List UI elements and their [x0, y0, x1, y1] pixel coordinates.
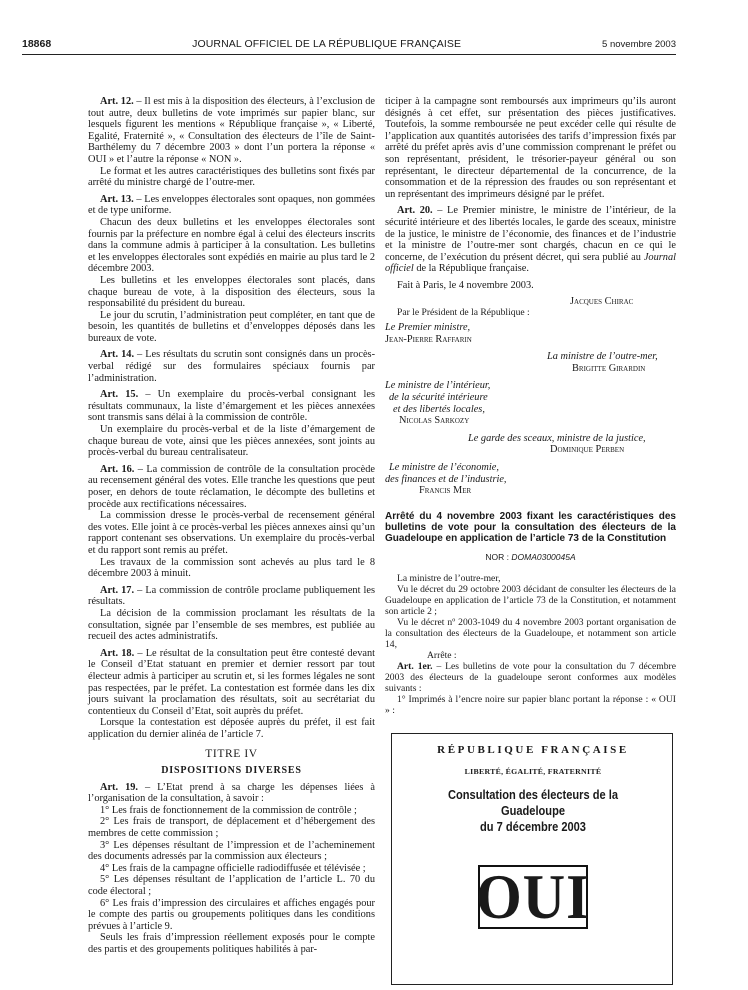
ballot-title: Consultation des électeurs de la Guadeloupe du 7 décembre 2003 — [448, 788, 618, 834]
article-15: Art. 15. – Un exemplaire du procès-verbal consignant les résultats communaux, la liste d’émargement et les pièces annexées sont transmis sans délai à la commission de contrôle. — [88, 389, 376, 424]
article-16-paragraph: La commission dresse le procès-verbal de recensement général des votes. Elle joint à ce procès-verbal les pièces annexes ainsi qu’un rapport contenant ses observations. Un exemplaire du procès-verbal et du rapport sont remis au préfet. — [88, 510, 375, 556]
article-14: Art. 14. – Les résultats du scrutin sont consignés dans un procès-verbal rédigé sur des formulaires spéciaux fournis par l’administration. — [88, 349, 376, 384]
signature-om-name: Brigitte Girardin — [572, 362, 646, 374]
decree-title: Arrêté du 4 novembre 2003 fixant les caractéristiques des bulletins de vote pour la consultation des électeurs de la Guadeloupe en application de l’article 73 de la Constitution — [385, 510, 676, 545]
ballot-motto: LIBERTÉ, ÉGALITÉ, FRATERNITÉ — [464, 767, 602, 776]
article-18-paragraph: Lorsque la contestation est déposée auprès du préfet, il est fait application du dernier alinéa de l’article 7. — [88, 717, 375, 740]
list-item: 3° Les dépenses résultant de l’impression et de l’acheminement des documents adressés par la commission aux électeurs ; — [88, 839, 375, 863]
signature-pm-title: Le Premier ministre, — [385, 322, 471, 334]
signature-int-title: et des libertés locales, — [393, 403, 485, 415]
header-date: 5 novembre 2003 — [602, 39, 676, 50]
article-17: Art. 17. – La commission de contrôle proclame publiquement les résultats. — [88, 584, 376, 608]
continued-paragraph: ticiper à la campagne sont remboursés aux imprimeurs qu’ils auront désignés à cet effet, sur présentation des pièces justificatives. Toutefois, la somme remboursée ne peut excéder celle qui résulte de l’application aux quantités autorisées des tarifs d’impression fixés par arrêté du préfet après avis d’une commission comprenant le préfet ou son représentant, président, le trésorier-payeur général ou son représentant, le directeur départemental de la concurrence, de la consommation et de la répression des fraudes ou son représentant et un représentant des imprimeurs désigné par le préfet. — [385, 96, 676, 200]
ballot-model — [401, 740, 665, 932]
article-1-paragraph: 1° Imprimés à l’encre noire sur papier blanc portant la réponse : « OUI » : — [385, 694, 676, 717]
signature-just-title: Le garde des sceaux, ministre de la justice, — [468, 432, 646, 444]
nor-reference: NOR : DOMA0300045A — [485, 552, 576, 563]
page-header — [22, 38, 676, 50]
journal-title: JOURNAL OFFICIEL DE LA RÉPUBLIQUE FRANÇAISE — [192, 38, 462, 50]
article-18: Art. 18. – Le résultat de la consultation peut être contesté devant le Conseil d’Etat statuant en premier et dernier ressort par tout électeur admis à participer au scrutin et, si les formes légales ne sont pas respectées, par le préfet. La contestation est formée dans les dix jours suivant la proclamation des résultats, soit au secrétariat du contentieux du Conseil d’Etat, soit auprès du préfet. — [88, 647, 376, 717]
signature-eco-name: Francis Mer — [419, 485, 472, 497]
list-item: 6° Les frais d’impression des circulaires et affiches engagés pour le compte des partis ou groupements politiques dans les conditions prévues à l’article 9. — [88, 897, 375, 932]
article-19: Art. 19. – L’Etat prend à sa charge les dépenses liées à l’organisation de la consultation, à savoir : — [88, 781, 376, 805]
signature-int-title: Le ministre de l’intérieur, — [385, 380, 491, 392]
article-20: Art. 20. – Le Premier ministre, le ministre de l’intérieur, de la sécurité intérieure et des libertés locales, le garde des sceaux, ministre de la justice, le ministre de l’économie, des finances et de l’industrie et la ministre de l’outre-mer sont chargés, chacun en ce qui le concerne, de l’exécution du présent décret, qui sera publié au Journal officiel de la République française. — [385, 205, 676, 275]
signature-int-name: Nicolas Sarkozy — [399, 415, 470, 427]
article-16-paragraph: Les travaux de la commission sont achevés au plus tard le 8 décembre 2003 à minuit. — [88, 556, 375, 580]
article-19-paragraph: Seuls les frais d’impression réellement exposés pour le compte des partis et des groupements politiques habilités à par- — [88, 932, 375, 955]
article-15-paragraph: Un exemplaire du procès-verbal et de la liste d’émargement de chaque bureau de vote, ainsi que les pièces annexées, sont joints au procès-verbal du bureau centralisateur. — [88, 424, 375, 459]
article-1: Art. 1er. – Les bulletins de vote pour la consultation du 7 décembre 2003 des électeurs de la guadeloupe seront conformes aux modèles suivants : — [385, 661, 676, 695]
decree-paragraph: La ministre de l’outre-mer, — [397, 573, 501, 585]
ballot-answer-box — [476, 861, 590, 932]
section-title: TITRE IV — [205, 748, 258, 761]
page-number: 18868 — [22, 38, 52, 50]
signature-eco-title: Le ministre de l’économie, — [389, 462, 499, 474]
arrete-word: Arrête : — [427, 650, 457, 662]
list-item: 2° Les frais de transport, de déplacement et d’hébergement des membres de cette commission ; — [88, 816, 375, 840]
left-column — [88, 96, 375, 956]
signatures — [385, 296, 676, 497]
fait-a-paris: Fait à Paris, le 4 novembre 2003. — [397, 279, 534, 291]
right-column — [385, 96, 676, 716]
list-item: 5° Les dépenses résultant de l’application de l’article L. 70 du code électoral ; — [88, 874, 375, 897]
journal-officiel-ref: Journal officiel — [385, 251, 676, 275]
decree-paragraph: Vu le décret nº 2003-1049 du 4 novembre 2003 portant organisation de la consultation des électeurs de la Guadeloupe, et notamment son article 14, — [385, 617, 676, 651]
article-13-paragraph: Le jour du scrutin, l’administration peut compléter, en tant que de besoin, les quantités de bulletins et d’enveloppes déposés dans les bureaux de vote. — [88, 309, 375, 344]
signature-just-name: Dominique Perben — [550, 444, 625, 456]
signature-pm-name: Jean-Pierre Raffarin — [385, 333, 472, 345]
signature-eco-title: des finances et de l’industrie, — [385, 473, 507, 485]
signature-om-title: La ministre de l’outre-mer, — [547, 351, 658, 363]
article-13: Art. 13. – Les enveloppes électorales sont opaques, non gommées et de type uniforme. — [88, 193, 375, 217]
signature-par: Par le Président de la République : — [397, 307, 530, 319]
list-item: 1° Les frais de fonctionnement de la commission de contrôle ; — [100, 804, 357, 816]
header-rule — [22, 54, 676, 55]
signature-int-title: de la sécurité intérieure — [389, 392, 488, 404]
ballot-answer: OUI — [476, 861, 590, 932]
article-13-paragraph: Les bulletins et les enveloppes électorales sont placés, dans chaque bureau de vote, à la disposition des électeurs, sous la responsabilité du président du bureau. — [88, 274, 375, 310]
article-17-paragraph: La décision de la commission proclamant les résultats de la consultation, signée par l’ensemble de ses membres, est publiée au recueil des actes administratifs. — [88, 607, 375, 643]
article-12: Art. 12. – Il est mis à la disposition des électeurs, à l’exclusion de tout autre, deux bulletins de vote imprimés sur papier blanc, sur lesquels figurent les mentions « République française », « Liberté, Egalité, Fraternité », « Consultation des électeurs de l’île de Saint-Barthélemy du 7 décembre 2003 » dont l’un portera la réponse « OUI » et l’autre la réponse « NON ». — [88, 96, 375, 165]
article-12-paragraph: Le format et les autres caractéristiques des bulletins sont fixés par arrêté du ministre chargé de l’outre-mer. — [88, 165, 375, 189]
article-16: Art. 16. – La commission de contrôle de la consultation procède au recensement général des votes. Elle tranche les questions que peut poser, en dehors de toute réclamation, le décompte des bulletins et procède aux rectifications nécessaires. — [88, 463, 376, 510]
ballot-republic: RÉPUBLIQUE FRANÇAISE — [437, 744, 629, 756]
section-subtitle: DISPOSITIONS DIVERSES — [161, 765, 302, 777]
signature-president: Jacques Chirac — [570, 295, 634, 307]
article-13-paragraph: Chacun des deux bulletins et les enveloppes électorales sont fournis par la préfecture en nombre égal à celui des électeurs inscrits dans la commune admis à participer à la consultation. Les bulletins et les enveloppes électorales sont expédiés en mairie au plus tard le 2 décembre 2003. — [88, 216, 375, 275]
decree-paragraph: Vu le décret du 29 octobre 2003 décidant de consulter les électeurs de la Guadeloupe en application de l’article 73 de la Constitution, et notamment son article 2 ; — [385, 584, 676, 618]
list-item: 4° Les frais de la campagne officielle radiodiffusée et télévisée ; — [100, 862, 366, 874]
